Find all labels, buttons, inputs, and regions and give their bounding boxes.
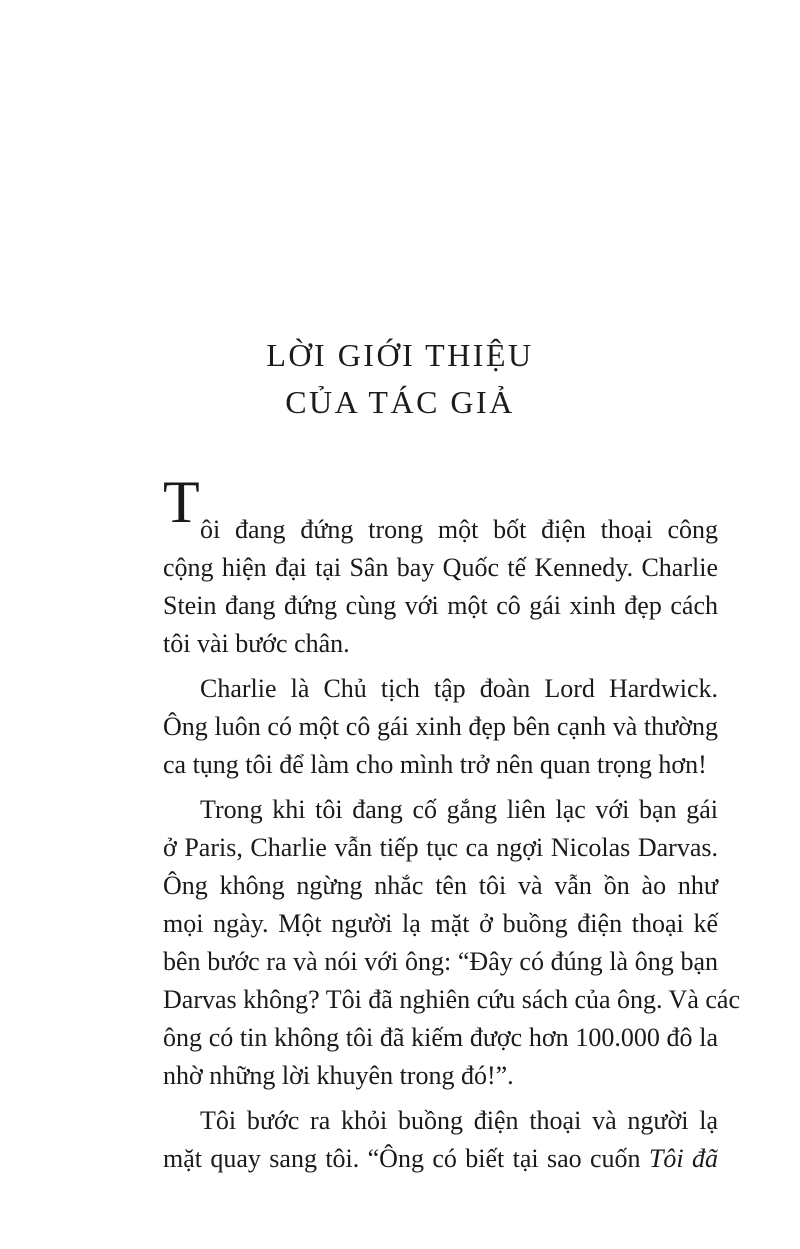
text-line: tôi vài bước chân.: [163, 629, 350, 658]
text-line: cộng hiện đại tại Sân bay Quốc tế Kennedy. Charlie: [163, 553, 718, 582]
text-line: ở Paris, Charlie vẫn tiếp tục ca ngợi Nicolas Darvas.: [163, 833, 718, 862]
text-line: Darvas không? Tôi đã nghiên cứu sách của ông. Và các: [163, 985, 740, 1014]
text-line: Tôi bước ra khỏi buồng điện thoại và người lạ: [200, 1106, 718, 1135]
paragraph: [163, 1102, 718, 1178]
body-text: [163, 511, 740, 1185]
text-line: nhờ những lời khuyên trong đó!”.: [163, 1061, 514, 1090]
text-line: Charlie là Chủ tịch tập đoàn Lord Hardwick.: [200, 674, 718, 703]
paragraph: [163, 511, 718, 663]
text-segment: mặt quay sang tôi. “Ông có biết tại sao cuốn: [163, 1144, 649, 1173]
paragraph: [163, 670, 718, 784]
text-line: Trong khi tôi đang cố gắng liên lạc với bạn gái: [200, 795, 718, 824]
text-line: ông có tin không tôi đã kiếm được hơn 100.000 đô la: [163, 1023, 718, 1052]
chapter-title-line-1: LỜI GIỚI THIỆU: [266, 337, 534, 373]
drop-cap: T: [163, 469, 200, 535]
paragraph: [163, 791, 740, 1095]
text-line: ca tụng tôi để làm cho mình trở nên quan trọng hơn!: [163, 750, 707, 779]
text-line: [163, 1140, 718, 1178]
text-line: Ông luôn có một cô gái xinh đẹp bên cạnh và thường: [163, 712, 718, 741]
text-line: mọi ngày. Một người lạ mặt ở buồng điện thoại kế: [163, 909, 718, 938]
text-line: Ông không ngừng nhắc tên tôi và vẫn ồn ào như: [163, 871, 718, 900]
text-line: ôi đang đứng trong một bốt điện thoại công: [200, 515, 718, 544]
book-title-italic: Tôi đã: [648, 1144, 718, 1173]
chapter-title-line-2: CỦA TÁC GIẢ: [285, 384, 515, 420]
text-line: Stein đang đứng cùng với một cô gái xinh đẹp cách: [163, 591, 718, 620]
text-line: bên bước ra và nói với ông: “Đây có đúng là ông bạn: [163, 947, 718, 976]
